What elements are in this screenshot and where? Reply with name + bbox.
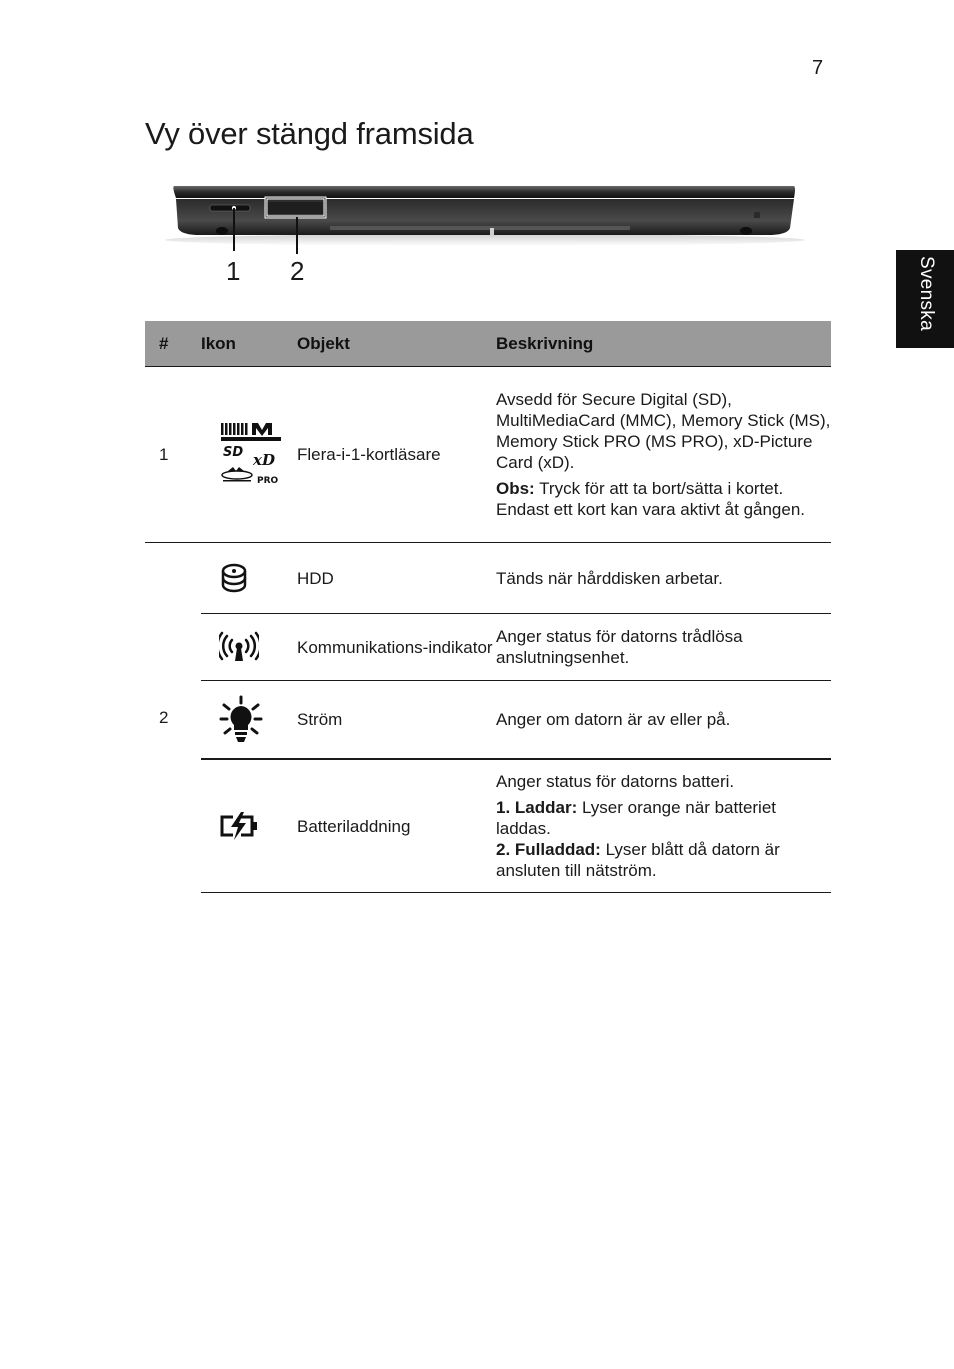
row-number: 2 <box>159 708 169 728</box>
header-description: Beskrivning <box>496 321 831 367</box>
row-description <box>496 759 831 893</box>
power-icon <box>219 695 263 745</box>
note-text: Tryck för att ta bort/sätta i kortet. Endast ett kort kan vara aktivt åt gången. <box>496 479 806 519</box>
row-object: Kommunikations-indikator <box>297 614 496 681</box>
page-number: 7 <box>812 57 824 79</box>
header-icon: Ikon <box>201 321 297 367</box>
hdd-icon <box>219 562 249 594</box>
callout-1: 1 <box>226 256 241 286</box>
svg-text:SD: SD <box>223 444 244 460</box>
row-object: Ström <box>297 681 496 760</box>
item-label: 2. Fulladdad: <box>496 840 601 859</box>
row-number: 1 <box>145 367 201 543</box>
row-object: Flera-i-1-kortläsare <box>297 367 496 543</box>
card-reader-logos-icon <box>219 421 283 489</box>
description-note <box>496 478 831 520</box>
language-tab-label: Svenska <box>916 256 937 331</box>
page-title: Vy över stängd framsida <box>145 116 474 151</box>
wireless-icon <box>219 631 259 663</box>
table-row <box>145 367 831 543</box>
row-object: Batteriladdning <box>297 759 496 893</box>
row-description <box>496 367 831 543</box>
table-row <box>145 614 831 681</box>
laptop-front-illustration <box>160 178 810 278</box>
row-description: Anger status för datorns trådlösa anslutningsenhet. <box>496 614 831 681</box>
table-row <box>145 759 831 893</box>
svg-text:PRO: PRO <box>257 475 279 486</box>
description-text: Anger status för datorns batteri. <box>496 772 735 791</box>
table-row <box>145 681 831 760</box>
table-header-row <box>145 321 831 367</box>
description-item <box>496 797 831 881</box>
language-tab <box>896 250 954 348</box>
header-num: # <box>145 321 201 367</box>
component-table <box>145 321 831 893</box>
callout-2: 2 <box>290 256 305 286</box>
row-description: Tänds när hårddisken arbetar. <box>496 543 831 614</box>
item-text: Lyser blått då datorn är ansluten till nätström. <box>496 840 780 880</box>
table-row <box>145 543 831 614</box>
note-label: Obs: <box>496 479 535 498</box>
row-object: HDD <box>297 543 496 614</box>
battery-charging-icon <box>219 811 259 841</box>
description-text: Avsedd för Secure Digital (SD), MultiMediaCard (MMC), Memory Stick (MS), Memory Stick PRO (MS PRO), xD-Picture Card (xD). <box>496 390 831 472</box>
svg-text:xD: xD <box>253 450 275 469</box>
item-text: Lyser orange när batteriet laddas. <box>496 798 777 838</box>
row-description: Anger om datorn är av eller på. <box>496 681 831 760</box>
item-label: 1. Laddar: <box>496 798 578 817</box>
header-object: Objekt <box>297 321 496 367</box>
